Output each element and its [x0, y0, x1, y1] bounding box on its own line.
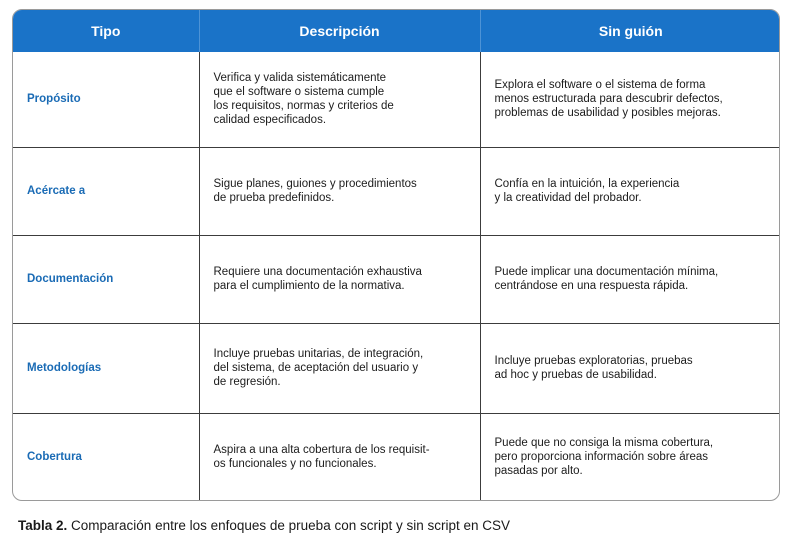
cell-descripcion	[199, 52, 480, 147]
cell-text: Verifica y valida sistemáticamente que el software o sistema cumple los requisitos, normas y criterios de calidad especificados.	[213, 72, 394, 127]
table-row	[13, 413, 780, 500]
cell-text: Explora el software o el sistema de forma menos estructurada para descubrir defectos, problemas de usabilidad y posibles mejoras.	[494, 79, 723, 120]
table-row	[13, 147, 780, 235]
cell-sin-guion	[480, 147, 780, 235]
cell-descripcion	[199, 323, 480, 413]
comparison-table-container	[12, 9, 780, 501]
table-header-row	[13, 10, 780, 52]
cell-sin-guion	[480, 52, 780, 147]
cell-text: Requiere una documentación exhaustiva para el cumplimiento de la normativa.	[213, 266, 422, 292]
cell-sin-guion	[480, 413, 780, 500]
row-head-acercate: Acércate a	[13, 147, 199, 235]
cell-text: Sigue planes, guiones y procedimientos de prueba predefinidos.	[213, 178, 417, 204]
table-row	[13, 235, 780, 323]
header-descripcion: Descripción	[199, 10, 480, 52]
header-sin-guion: Sin guión	[480, 10, 780, 52]
cell-sin-guion	[480, 323, 780, 413]
row-head-cobertura: Cobertura	[13, 413, 199, 500]
row-head-proposito: Propósito	[27, 93, 81, 106]
cell-sin-guion	[480, 235, 780, 323]
cell-text: Incluye pruebas exploratorias, pruebas ad hoc y pruebas de usabilidad.	[494, 355, 693, 381]
cell-descripcion	[199, 147, 480, 235]
comparison-table	[13, 10, 780, 500]
caption-label: Tabla 2.	[18, 518, 68, 533]
cell-text: Incluye pruebas unitarias, de integración, del sistema, de aceptación del usuario y de regresión.	[213, 348, 424, 388]
cell-descripcion	[199, 235, 480, 323]
caption-text: Comparación entre los enfoques de prueba con script y sin script en CSV	[67, 518, 511, 533]
row-head-metodologias: Metodologías	[13, 323, 199, 413]
cell-descripcion	[199, 413, 480, 500]
table-row	[13, 323, 780, 413]
cell-text: Puede implicar una documentación mínima, centrándose en una respuesta rápida.	[494, 266, 719, 292]
table-caption	[18, 518, 510, 533]
header-tipo: Tipo	[13, 10, 199, 52]
table-row	[13, 52, 780, 147]
cell-text: Confía en la intuición, la experiencia y la creatividad del probador.	[494, 178, 680, 204]
cell-text: Puede que no consiga la misma cobertura, pero proporciona información sobre áreas pasadas por alto.	[494, 436, 714, 477]
cell-text: Aspira a una alta cobertura de los requisit- os funcionales y no funcionales.	[213, 443, 430, 470]
row-head-documentacion: Documentación	[13, 235, 199, 323]
